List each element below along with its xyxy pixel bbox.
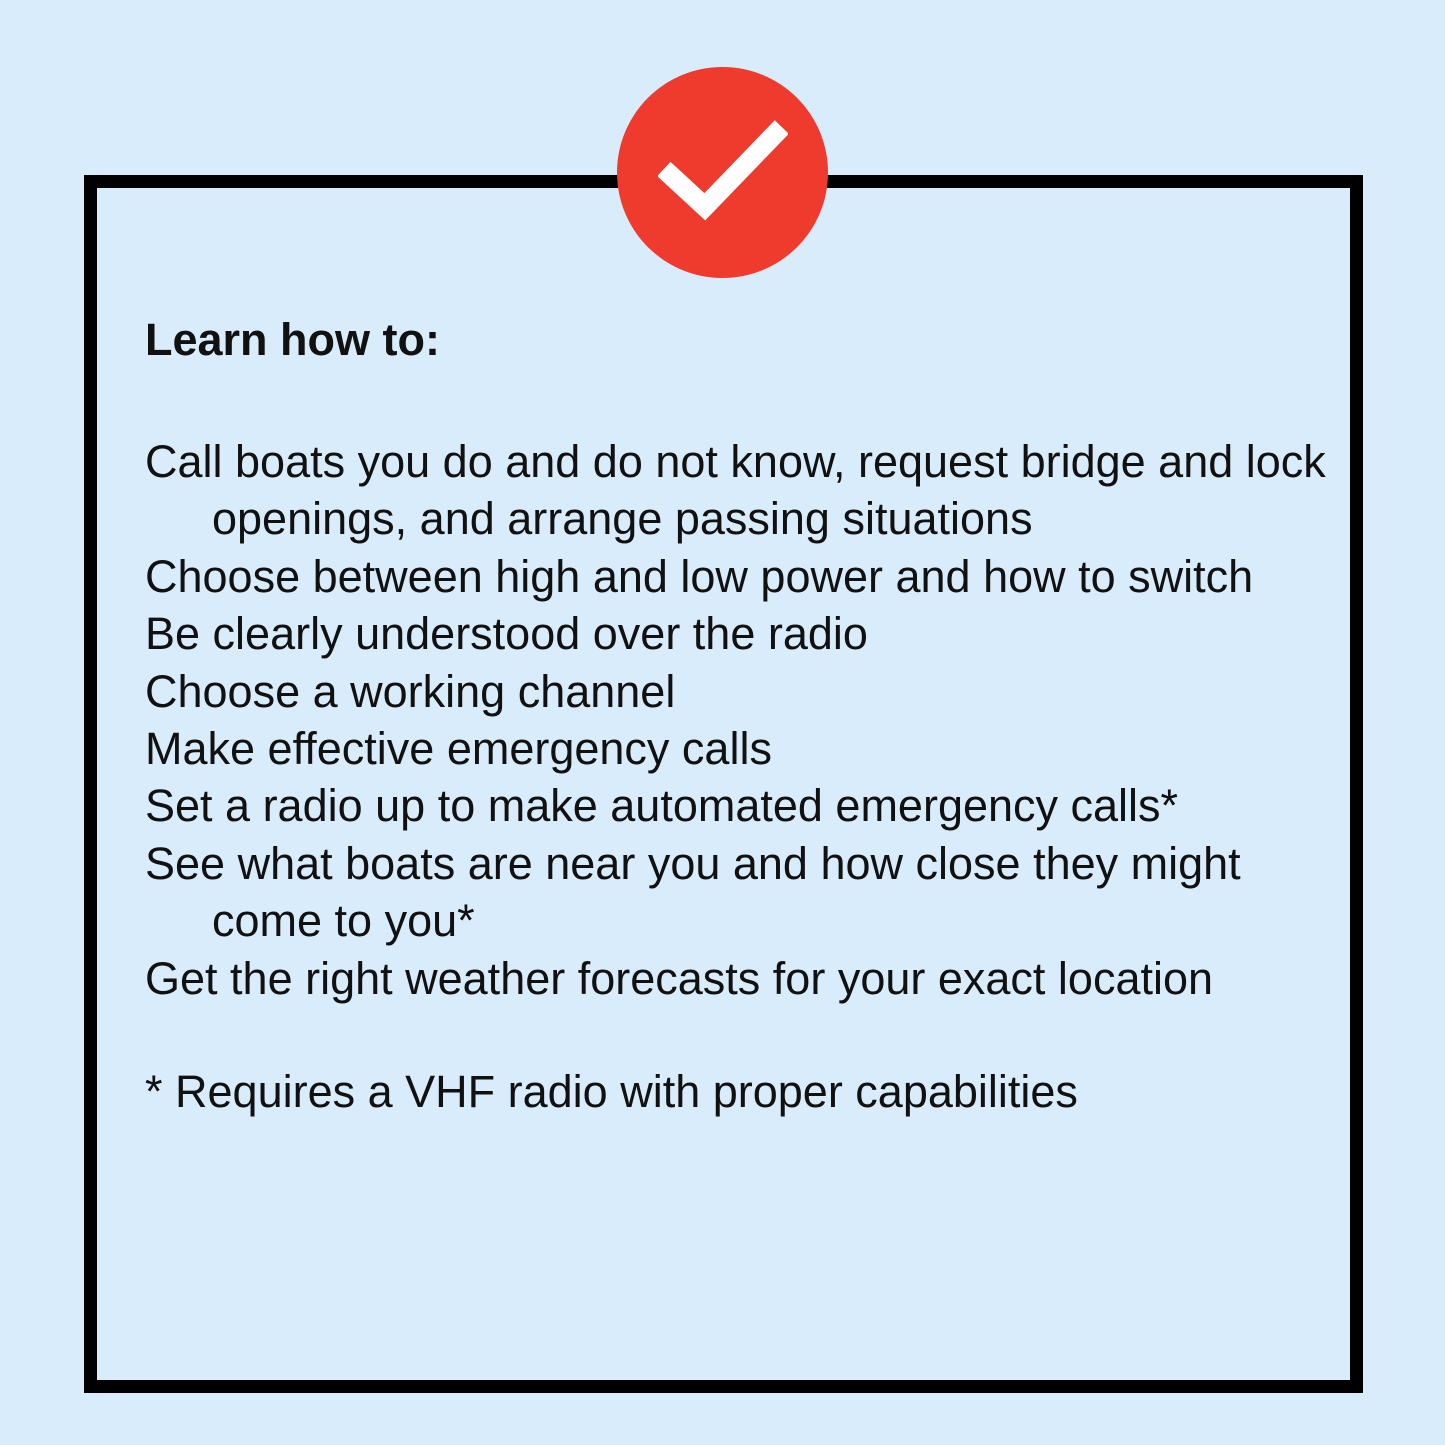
list-item: Choose between high and low power and how to switch <box>145 550 1254 602</box>
learning-list <box>145 433 1335 1007</box>
list-item: Get the right weather forecasts for your exact location <box>145 952 1214 1004</box>
list-item: Make effective emergency calls <box>145 723 772 775</box>
list-item: See what boats are near you and how close they might come to you* <box>145 837 1241 947</box>
footnote: * Requires a VHF radio with proper capabilities <box>145 1066 1078 1118</box>
list-item: Choose a working channel <box>145 665 676 717</box>
check-badge <box>617 67 828 278</box>
list-item: Set a radio up to make automated emergency calls* <box>145 780 1179 832</box>
page-heading: Learn how to: <box>145 314 440 365</box>
check-icon <box>658 108 788 238</box>
list-item: Be clearly understood over the radio <box>145 608 868 660</box>
content-area <box>145 309 1335 1120</box>
list-item: Call boats you do and do not know, request bridge and lock openings, and arrange passing situations <box>145 436 1326 545</box>
